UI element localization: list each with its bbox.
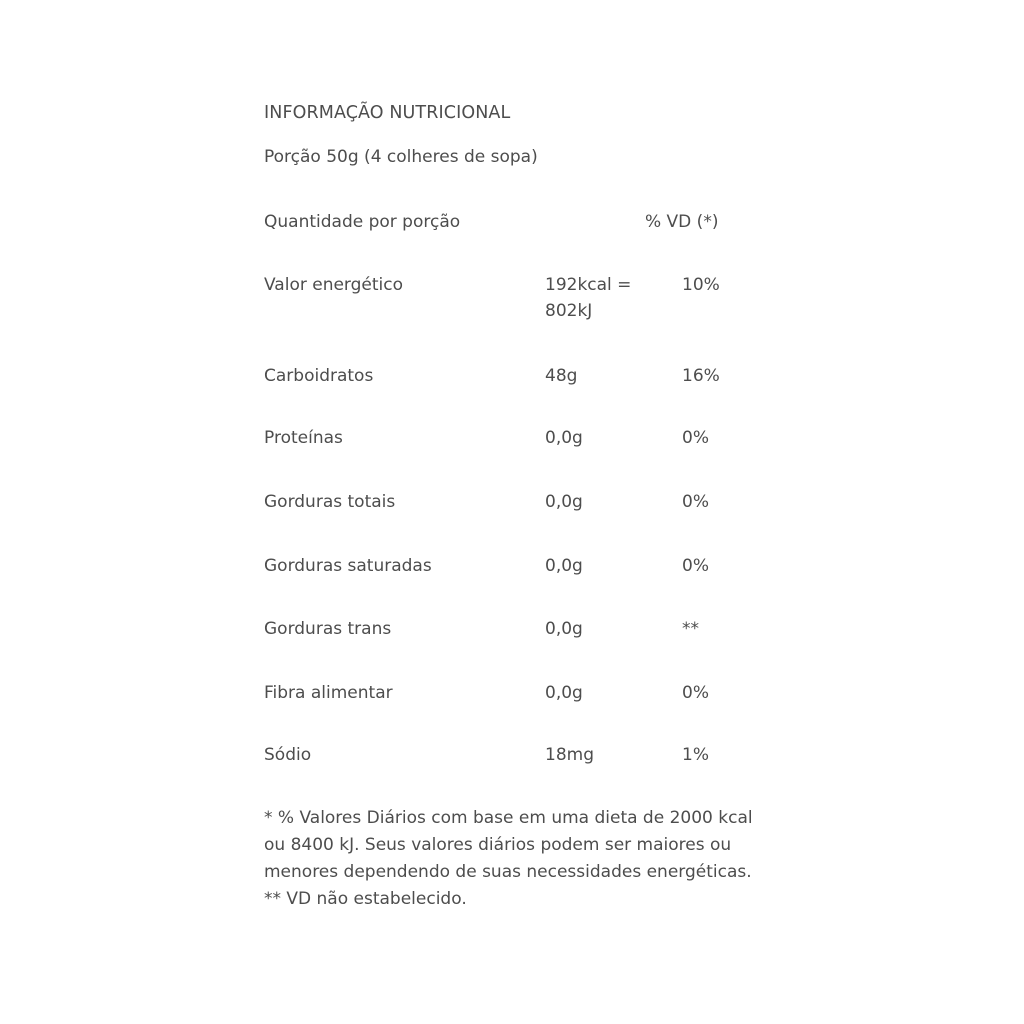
- table-row-trans-fat: Gorduras trans 0,0g **: [264, 616, 764, 676]
- quantity-header: Quantidade por porção: [264, 212, 461, 232]
- nutrition-facts-panel: [264, 0, 764, 1024]
- nutrient-name: Sódio: [264, 745, 312, 765]
- table-row-protein: Proteínas 0,0g 0%: [264, 425, 764, 485]
- table-row-total-fat: Gorduras totais 0,0g 0%: [264, 489, 764, 549]
- nutrient-name: Valor energético: [264, 275, 404, 295]
- vd-header: % VD (*): [645, 212, 719, 232]
- nutrient-name: Gorduras saturadas: [264, 556, 432, 576]
- table-row-fiber: Fibra alimentar 0,0g 0%: [264, 680, 764, 740]
- nutrient-name: Carboidratos: [264, 366, 374, 386]
- table-row-sodium: Sódio 18mg 1%: [264, 742, 764, 802]
- table-header: [264, 209, 764, 269]
- nutrient-name: Gorduras totais: [264, 492, 396, 512]
- footnote: * % Valores Diários com base em uma dieta de 2000 kcal ou 8400 kJ. Seus valores diários podem ser maiores ou menores dependendo de suas necessidades energéticas. ** VD não estabelecido.: [264, 808, 753, 909]
- table-row-saturated-fat: Gorduras saturadas 0,0g 0%: [264, 553, 764, 613]
- table-row-energy: Valor energético 192kcal = 802kJ 10%: [264, 272, 764, 332]
- nutrient-name: Gorduras trans: [264, 619, 392, 639]
- page-title: INFORMAÇÃO NUTRICIONAL: [264, 103, 511, 123]
- table-row-carbs: Carboidratos 48g 16%: [264, 363, 764, 423]
- nutrient-name: Fibra alimentar: [264, 683, 393, 703]
- portion-size: Porção 50g (4 colheres de sopa): [264, 147, 538, 167]
- nutrient-name: Proteínas: [264, 428, 343, 448]
